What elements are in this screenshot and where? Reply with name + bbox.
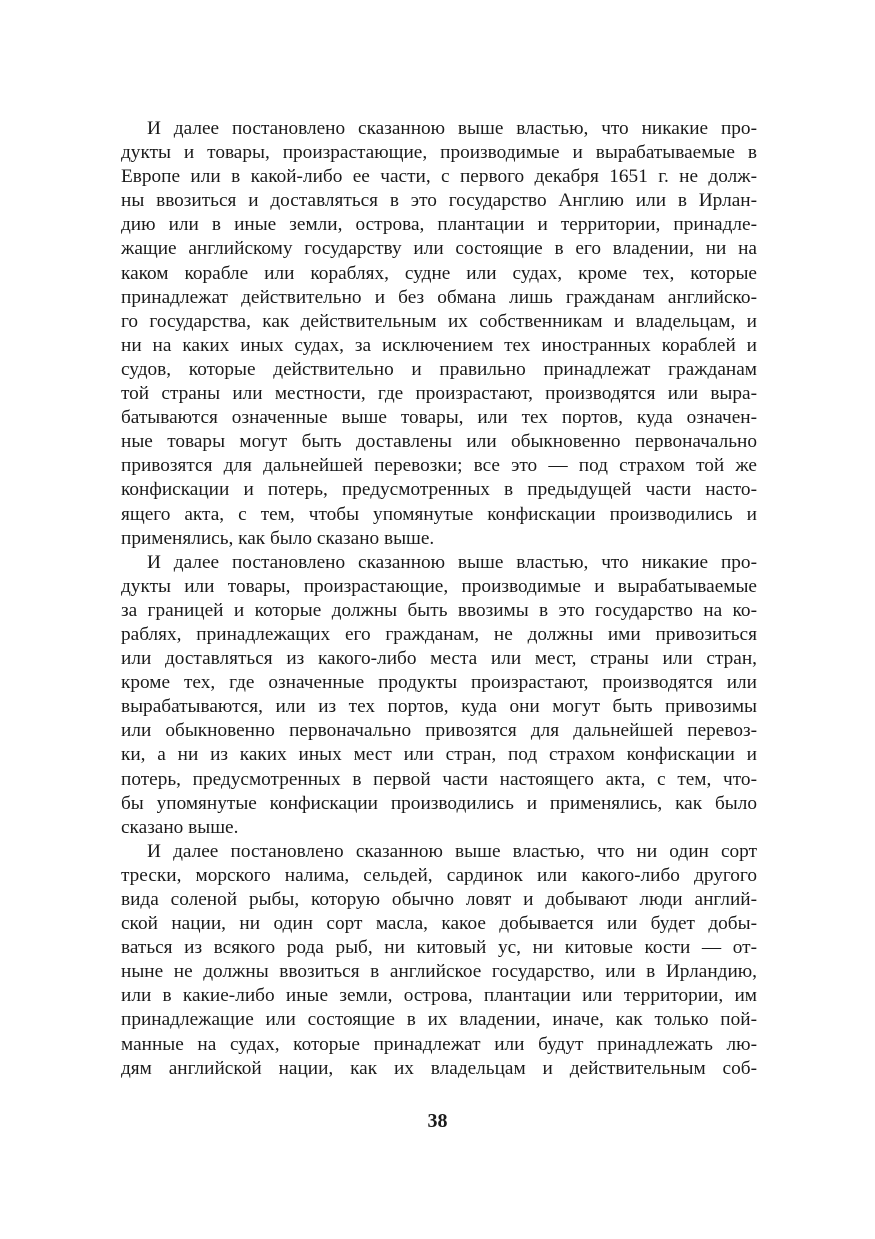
text-line: привозятся для дальнейшей перевозки; все это — под страхом той же [121, 455, 757, 477]
text-line: конфискации и потерь, предусмотренных в предыдущей части насто- [121, 479, 757, 501]
text-line: дукты или товары, произрастающие, производимые и вырабатываемые [121, 575, 757, 597]
page-body [121, 117, 757, 1081]
text-line: принадлежат действительно и без обмана лишь гражданам английско- [121, 286, 757, 308]
text-line: или в какие-либо иные земли, острова, плантации или территории, им [121, 985, 757, 1007]
text-line: бы упомянутые конфискации производились и применялись, как было [121, 792, 757, 814]
text-line: батываются означенные выше товары, или тех портов, куда означен- [121, 407, 757, 429]
text-line: го государства, как действительным их собственникам и владельцам, и [121, 310, 757, 332]
text-line: применялись, как было сказано выше. [121, 527, 435, 549]
text-line: Европе или в какой-либо ее части, с первого декабря 1651 г. не долж- [121, 166, 757, 188]
paragraph [121, 551, 757, 840]
page-number: 38 [427, 1110, 448, 1132]
text-line: вырабатываются, или из тех портов, куда они могут быть привозимы [121, 696, 757, 718]
paragraph [121, 840, 757, 1081]
text-line: И далее постановлено сказанною выше властью, что ни один сорт [147, 840, 757, 862]
text-line: ны ввозиться и доставляться в это государство Англию или в Ирлан- [121, 190, 757, 212]
text-line: раблях, принадлежащих его гражданам, не должны ими привозиться [121, 623, 757, 645]
text-line: за границей и которые должны быть ввозимы в это государство на ко- [121, 599, 757, 621]
text-line: ные товары могут быть доставлены или обыкновенно первоначально [121, 431, 757, 453]
text-line: ящего акта, с тем, чтобы упомянутые конфискации производились и [121, 503, 757, 525]
text-line: судов, которые действительно и правильно принадлежат гражданам [121, 358, 757, 380]
text-line: И далее постановлено сказанною выше властью, что никакие про- [147, 551, 757, 573]
text-line: дукты и товары, произрастающие, производимые и вырабатываемые в [121, 142, 757, 164]
text-line: или доставляться из какого-либо места или мест, страны или стран, [121, 648, 757, 670]
text-line: сказано выше. [121, 816, 239, 838]
text-line: потерь, предусмотренных в первой части настоящего акта, с тем, что- [121, 768, 757, 790]
text-line: принадлежащие или состоящие в их владении, иначе, как только пой- [121, 1009, 757, 1031]
text-line: вида соленой рыбы, которую обычно ловят и добывают люди англий- [121, 889, 757, 910]
text-line: той страны или местности, где произрастают, производятся или выра- [121, 383, 757, 405]
text-line: ныне не должны ввозиться в английское государство, или в Ирландию, [121, 961, 757, 983]
text-line: кроме тех, где означенные продукты произрастают, производятся или [121, 672, 757, 694]
text-line: дию или в иные земли, острова, плантации и территории, принадле- [121, 214, 757, 236]
text-line: каком корабле или кораблях, судне или судах, кроме тех, которые [121, 262, 757, 284]
paragraph [121, 117, 757, 551]
text-line: ки, а ни из каких иных мест или стран, под страхом конфискации и [121, 744, 757, 766]
text-line: жащие английскому государству или состоящие в его владении, ни на [121, 238, 757, 260]
text-line: ваться из всякого рода рыб, ни китовый ус, ни китовые кости — от- [121, 937, 757, 959]
text-line: ской нации, ни один сорт масла, какое добывается или будет добы- [121, 913, 757, 935]
text-line: или обыкновенно первоначально привозятся для дальнейшей перевоз- [121, 720, 757, 742]
text-line: манные на судах, которые принадлежат или будут принадлежать лю- [121, 1033, 757, 1055]
text-line: И далее постановлено сказанною выше властью, что никакие про- [147, 118, 757, 139]
text-line: трески, морского налима, сельдей, сардинок или какого-либо другого [121, 864, 757, 886]
text-line: дям английской нации, как их владельцам и действительным соб- [121, 1057, 757, 1079]
text-line: ни на каких иных судах, за исключением тех иностранных кораблей и [121, 334, 757, 356]
